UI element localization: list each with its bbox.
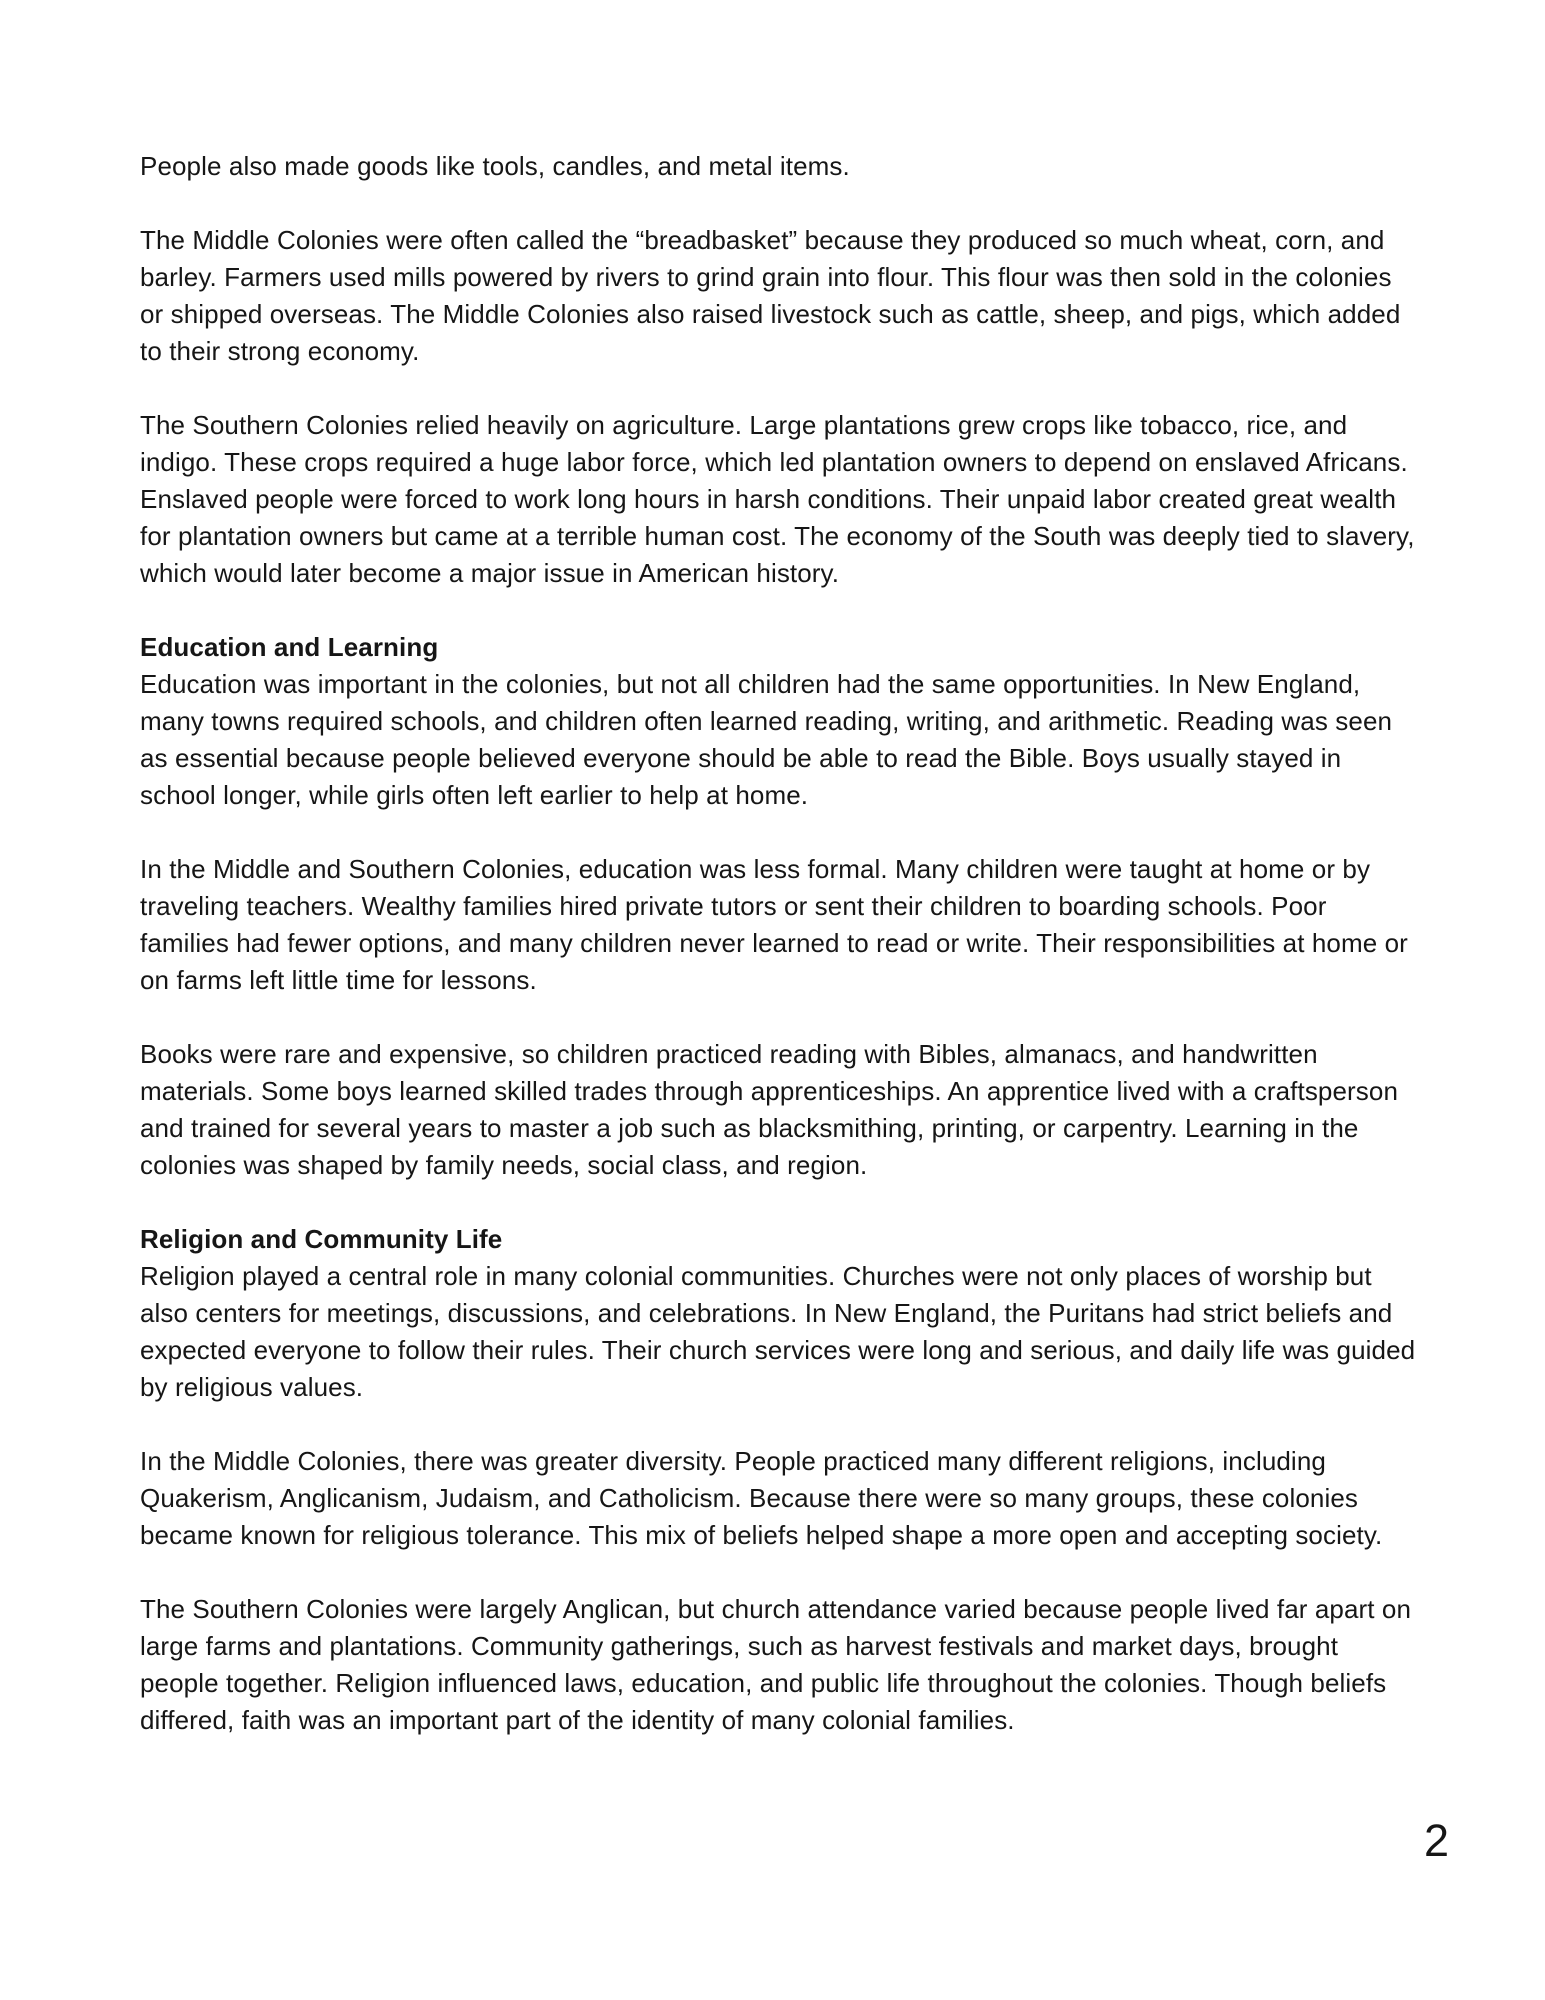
paragraph-religion-southern-colonies-anglican: The Southern Colonies were largely Anglican, but church attendance varied because people lived far apart on large farms and plantations. Community gatherings, such as harvest festivals and market days, brought people together. Religion influenced laws, education, and public life throughout the colonies. Though beliefs differed, faith was an important part of the identity of many colonial families. [140, 1594, 1412, 1735]
paragraph-education-new-england: Education was important in the colonies, but not all children had the same opportunities. In New England, many towns required schools, and children often learned reading, writing, and arithmetic. Reading was seen as essential because people believed everyone should be able to read the Bible. Boys usually stayed in school longer, while girls often left earlier to help at home. [140, 669, 1393, 810]
page-number: 2 [1423, 1815, 1449, 1866]
paragraph-books-apprenticeships: Books were rare and expensive, so children practiced reading with Bibles, almanacs, and handwritten materials. Some boys learned skilled trades through apprenticeships. An apprentice lived with a craftsperson and trained for several years to master a job such as blacksmithing, printing, or carpentry. Learning in the colonies was shaped by family needs, social class, and region. [140, 1039, 1399, 1180]
paragraph-goods: People also made goods like tools, candles, and metal items. [140, 151, 850, 181]
paragraph-religion-new-england-puritans: Religion played a central role in many colonial communities. Churches were not only places of worship but also centers for meetings, discussions, and celebrations. In New England, the Puritans had strict beliefs and expected everyone to follow their rules. Their church services were long and serious, and daily life was guided by religious values. [140, 1261, 1416, 1402]
section-heading-religion-and-community-life: Religion and Community Life [140, 1224, 503, 1254]
section-heading-education-and-learning: Education and Learning [140, 632, 439, 662]
paragraph-middle-colonies-breadbasket: The Middle Colonies were often called the “breadbasket” because they produced so much wheat, corn, and barley. Farmers used mills powered by rivers to grind grain into flour. This flour was then sold in the colonies or shipped overseas. The Middle Colonies also raised livestock such as cattle, sheep, and pigs, which added to their strong economy. [140, 225, 1401, 366]
document-body [140, 148, 1422, 1776]
paragraph-religion-middle-colonies-diversity: In the Middle Colonies, there was greater diversity. People practiced many different religions, including Quakerism, Anglicanism, Judaism, and Catholicism. Because there were so many groups, these colonies became known for religious tolerance. This mix of beliefs helped shape a more open and accepting society. [140, 1446, 1383, 1550]
paragraph-southern-colonies-agriculture: The Southern Colonies relied heavily on agriculture. Large plantations grew crops like tobacco, rice, and indigo. These crops required a huge labor force, which led plantation owners to depend on enslaved Africans. Enslaved people were forced to work long hours in harsh conditions. Their unpaid labor created great wealth for plantation owners but came at a terrible human cost. The economy of the South was deeply tied to slavery, which would later become a major issue in American history. [140, 410, 1415, 588]
paragraph-education-middle-southern: In the Middle and Southern Colonies, education was less formal. Many children were taught at home or by traveling teachers. Wealthy families hired private tutors or sent their children to boarding schools. Poor families had fewer options, and many children never learned to read or write. Their responsibilities at home or on farms left little time for lessons. [140, 854, 1408, 995]
